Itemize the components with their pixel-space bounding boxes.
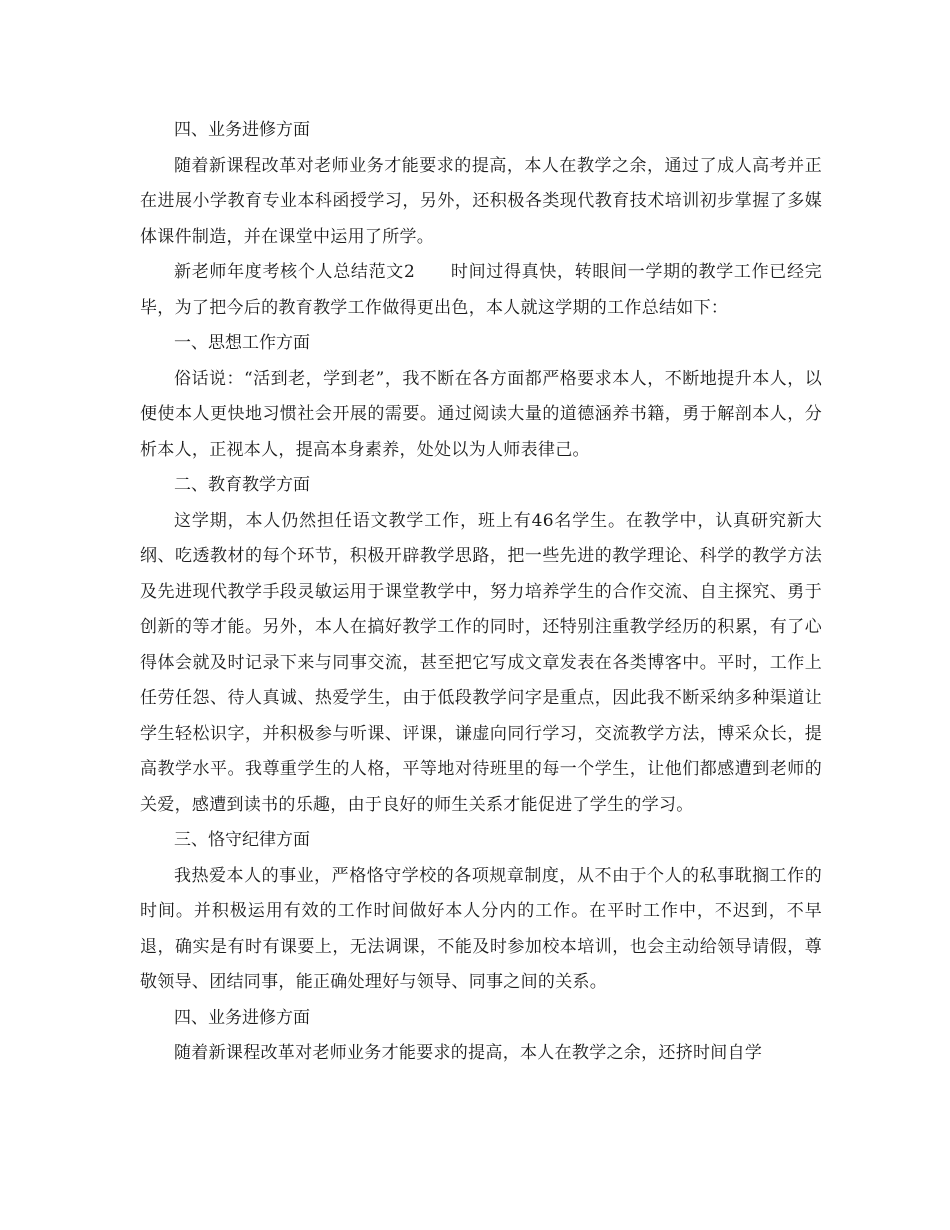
section-heading-business-study-2: 四、业务进修方面 <box>174 1007 310 1028</box>
paragraph-business-study: 随着新课程改革对老师业务才能要求的提高，本人在教学之余，通过了成人高考并正在进展小学教育专业本科函授学习，另外，还积极各类现代教育技术培训初步掌握了多媒体课件制造，并在课堂中运用了所学。 <box>140 155 822 247</box>
section-heading-business-study: 四、业务进修方面 <box>174 120 310 140</box>
paragraph-discipline: 我热爱本人的事业，严格恪守学校的各项规章制度，从不由于个人的私事耽搁工作的时间。并积极运用有效的工作时间做好本人分内的工作。在平时工作中，不迟到，不早退，确实是有时有课要上，无法调课，不能及时参加校本培训，也会主动给领导请假，尊敬领导、团结同事，能正确处理好与领导、同事之间的关系。 <box>140 865 822 992</box>
paragraph-ideology: 俗话说：“活到老，学到老”，我不断在各方面都严格要求本人，不断地提升本人，以便使本人更快地习惯社会开展的需要。通过阅读大量的道德涵养书籍，勇于解剖本人，分析本人，正视本人，提高本身素养，处处以为人师表律己。 <box>140 368 822 460</box>
paragraph-teaching: 这学期，本人仍然担任语文教学工作，班上有46名学生。在教学中，认真研究新大纲、吃透教材的每个环节，积极开辟教学思路，把一些先进的教学理论、科学的教学方法及先进现代教学手段灵敏运用于课堂教学中，努力培养学生的合作交流、自主探究、勇于创新的等才能。另外，本人在搞好教学工作的同时，还特别注重教学经历的积累，有了心得体会就及时记录下来与同事交流，甚至把它写成文章发表在各类博客中。平时，工作上任劳任怨、待人真诚、热爱学生，由于低段教学问字是重点，因此我不断采纳多种渠道让学生轻松识字，并积极参与听课、评课，谦虚向同行学习，交流教学方法，博采众长，提高教学水平。我尊重学生的人格，平等地对待班里的每一个学生，让他们都感遭到老师的关爱，感遭到读书的乐趣，由于良好的师生关系才能促进了学生的学习。 <box>140 510 822 815</box>
paragraph-business-study-2: 随着新课程改革对老师业务才能要求的提高，本人在教学之余，还挤时间自学 <box>174 1043 763 1063</box>
document-body <box>140 113 822 1072</box>
paragraph-summary-intro: 新老师年度考核个人总结范文2 时间过得真快，转眼间一学期的教学工作已经完毕，为了把今后的教育教学工作做得更出色，本人就这学期的工作总结如下： <box>140 262 822 318</box>
section-heading-teaching: 二、教育教学方面 <box>174 475 310 495</box>
section-heading-discipline: 三、恪守纪律方面 <box>174 830 310 850</box>
section-heading-ideology: 一、思想工作方面 <box>174 333 310 353</box>
